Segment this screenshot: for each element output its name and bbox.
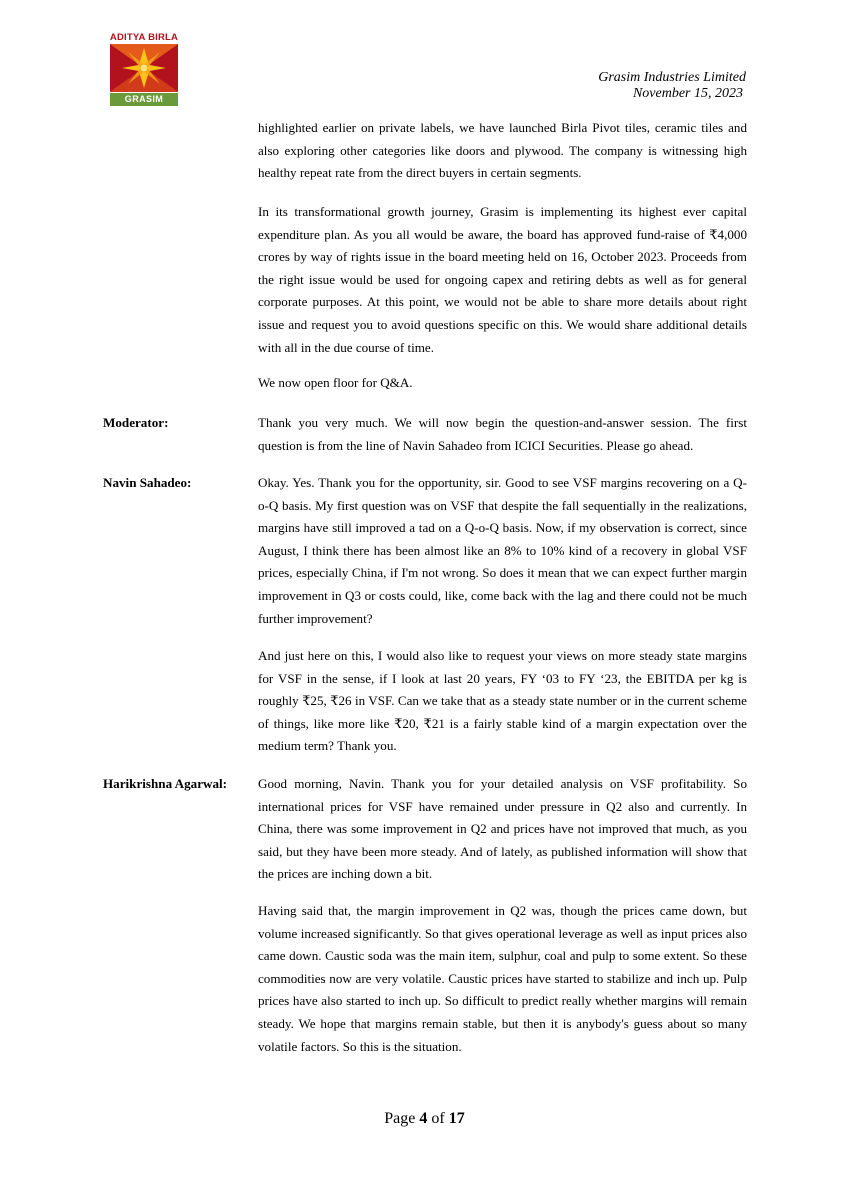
speaker-name: Navin Sahadeo: [103, 475, 192, 490]
page-current: 4 [419, 1110, 428, 1127]
header-date: November 15, 2023 [632, 86, 743, 101]
page-of-word: of [431, 1110, 445, 1127]
header-company-name: Grasim Industries Limited [598, 70, 746, 85]
speaker-paragraph: Having said that, the margin improvement in Q2 was, though the prices came down, but volume increased significantly. So that gives operational leverage as well as input prices also came down. Caustic soda was the main item, sulphur, coal and pulp to some extent. So these commodities now are very volatile. Caustic prices have started to stabilize and inch up. Pulp prices have also started to inch up. So difficult to predict really whether margins will remain steady. We hope that margins remain stable, but then it is anybody's guess about so many volatile factors. So this is the situation. [258, 903, 747, 1054]
speaker-paragraph: Thank you very much. We will now begin the question-and-answer session. The first question is from the line of Navin Sahadeo from ICICI Securities. Please go ahead. [258, 415, 747, 453]
speaker-name: Harikrishna Agarwal: [103, 776, 228, 791]
page-word: Page [384, 1110, 416, 1127]
rising-sun-logo-icon [110, 44, 178, 92]
speaker-paragraph: And just here on this, I would also like to request your views on more steady state margins for VSF in the sense, if I look at last 20 years, FY ‘03 to FY ‘23, the EBITDA per kg is roughly ₹25, ₹26 in VSF. Can we take that as a steady state number or in the current scheme of things, like more like ₹20, ₹21 is a fairly stable kind of a margin expectation over the medium term? Thank you. [258, 648, 747, 754]
intro-paragraph-1: highlighted earlier on private labels, we have launched Birla Pivot tiles, ceramic tiles and also exploring other categories like doors and plywood. The company is witnessing high healthy repeat rate from the direct buyers in certain segments. [258, 120, 747, 181]
logo-grasim-band: GRASIM [110, 93, 178, 106]
speaker-name: Moderator: [103, 415, 169, 430]
speaker-paragraph: Good morning, Navin. Thank you for your detailed analysis on VSF profitability. So international prices for VSF have remained under pressure in Q2 also and currently. In China, there was some improvement in Q2 and prices have not improved that much, as you said, but they have been more steady. And of lately, as published information will show that the prices are inching down a bit. [258, 776, 747, 882]
page-number [0, 1108, 849, 1130]
logo-brand-text: ADITYA BIRLA [109, 32, 179, 43]
intro-paragraph-2: In its transformational growth journey, Grasim is implementing its highest ever capital expenditure plan. As you all would be aware, the board has approved fund-raise of ₹4,000 crores by way of rights issue in the board meeting held on 16, October 2023. Proceeds from the right issue would be used for ongoing capex and retiring debts as well as for general corporate purposes. At this point, we would not be able to share more details about right issue and request you to avoid questions specific on this. We would share additional details with all in the due course of time. [258, 204, 747, 355]
page-total: 17 [448, 1110, 465, 1127]
aditya-birla-grasim-logo [106, 32, 182, 106]
speaker-paragraph: Okay. Yes. Thank you for the opportunity, sir. Good to see VSF margins recovering on a Q-o-Q basis. My first question was on VSF that despite the fall sequentially in the realizations, margins have still improved a tad on a Q-o-Q basis. Now, if my observation is correct, since August, I think there has been almost like an 8% to 10% kind of a recovery in global VSF prices, especially China, if I'm not wrong. So does it mean that we can expect further margin improvement in Q3 or costs could, like, come back with the lag and there could not be much further improvement? [258, 475, 747, 626]
intro-paragraph-3: We now open floor for Q&A. [258, 375, 413, 390]
